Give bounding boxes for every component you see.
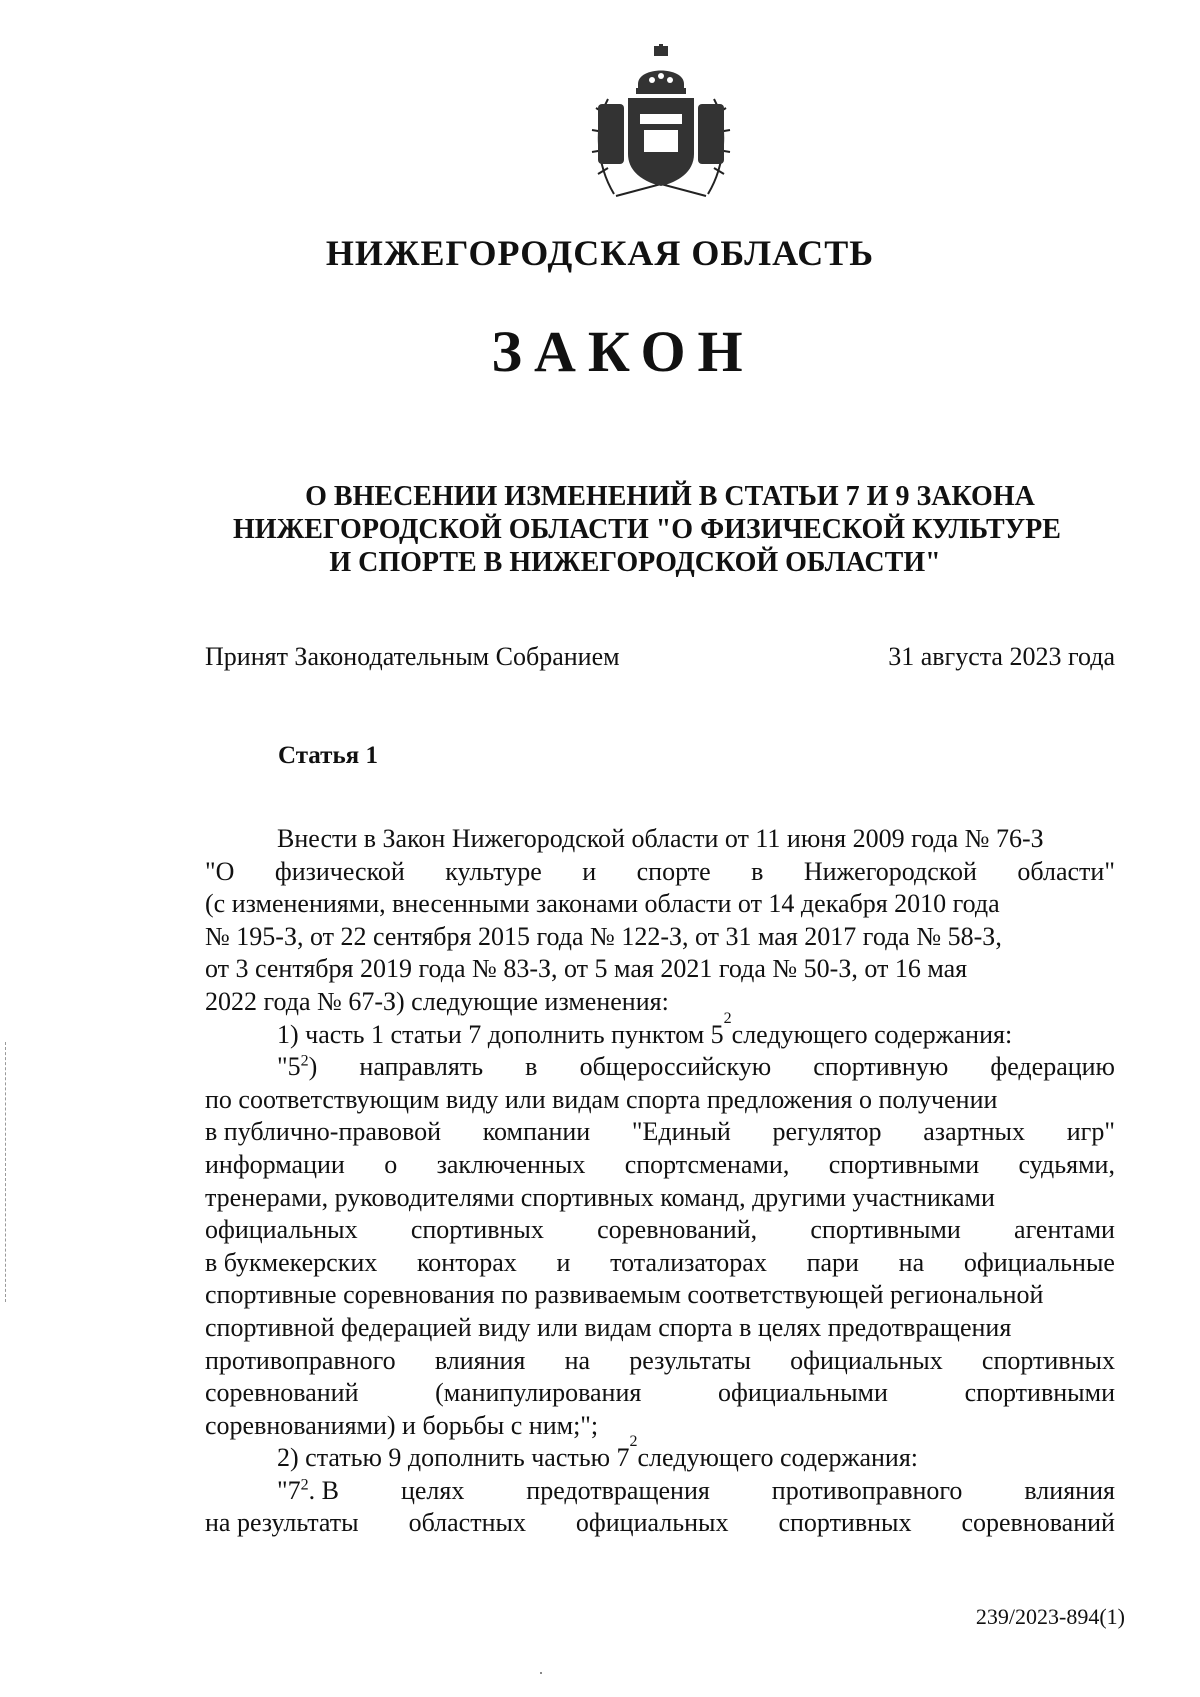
word: спортивных: [410, 1215, 544, 1245]
word: спорте: [636, 856, 711, 886]
adopted-date-text: 31 августа 2023 года: [888, 642, 1115, 671]
text-line: [205, 921, 1115, 954]
word: и: [556, 1247, 571, 1277]
word: на: [564, 1345, 591, 1375]
word: целях: [400, 1475, 465, 1505]
text-line: [205, 888, 1115, 921]
text-line: [205, 823, 1115, 856]
title-line: О ВНЕСЕНИИ ИЗМЕНЕНИЙ В СТАТЬИ 7 И 9 ЗАКОНА: [305, 481, 1035, 512]
word: спортивными: [828, 1149, 980, 1179]
word: официальных: [790, 1345, 943, 1375]
word: спортивные соревнования по развиваемым соответствующей региональной: [205, 1280, 1044, 1310]
quote-2-body: [205, 1507, 1115, 1540]
word: конторах: [416, 1247, 517, 1277]
title-line: НИЖЕГОРОДСКОЙ ОБЛАСТИ "О ФИЗИЧЕСКОЙ КУЛЬТУРЕ: [233, 514, 1061, 545]
quote-2-first-line: [205, 1475, 1115, 1508]
text-line: [205, 1149, 1115, 1182]
region-heading: [58, 232, 1200, 274]
word: федерацию: [990, 1052, 1115, 1082]
word: соревнований: [205, 1378, 359, 1408]
word: культуре: [445, 856, 542, 886]
word: спортсменами,: [624, 1149, 790, 1179]
text-line: [205, 1345, 1115, 1378]
word: заключенных: [436, 1149, 586, 1179]
word: по соответствующим виду или видам спорта предложения о получении: [205, 1084, 998, 1114]
word: направлять: [359, 1052, 484, 1082]
word: спортивных: [981, 1345, 1115, 1375]
word: в: [751, 856, 764, 886]
adopted-by-text: Принят Законодательным Собранием: [205, 642, 620, 671]
word: официальных: [575, 1508, 729, 1538]
word: информации: [205, 1149, 345, 1179]
word: противоправного: [205, 1345, 396, 1375]
text-line: [205, 1279, 1115, 1312]
scan-margin-mark: [5, 1042, 7, 1302]
word: общероссийскую: [579, 1052, 772, 1082]
word: тренерами, руководителями спортивных команд, другими участниками: [205, 1182, 995, 1212]
article-heading: Статья 1: [278, 742, 378, 769]
word: спортивных: [778, 1508, 912, 1538]
item-2-text-after: следующего содержания:: [637, 1443, 919, 1473]
word: в букмекерских: [205, 1247, 378, 1277]
document-type-text: ЗАКОН: [491, 319, 755, 384]
word: официальных: [205, 1215, 358, 1245]
text-line: [205, 986, 1115, 1019]
word: о: [384, 1149, 398, 1179]
adoption-line: [205, 642, 1115, 672]
word: судьями,: [1018, 1149, 1115, 1179]
word: в: [525, 1052, 538, 1082]
word: (манипулирования: [435, 1378, 642, 1408]
quote-1-number: "$5^2$): [277, 1052, 318, 1082]
word: и: [582, 856, 597, 886]
document-number: 239/2023-894(1): [975, 1604, 1125, 1629]
word: спортивными: [964, 1378, 1115, 1408]
word: соревнованиями) и борьбы с ним;";: [205, 1410, 599, 1440]
coat-of-arms-emblem: [586, 44, 736, 202]
word: агентами: [1014, 1215, 1115, 1245]
text-line: [205, 953, 1115, 986]
word: соревнований,: [597, 1215, 758, 1245]
word: Внести в Закон Нижегородской области от 11 июня 2009 года № 76-З: [277, 824, 1044, 853]
word: спортивными: [810, 1215, 961, 1245]
text-line: [205, 856, 1115, 889]
item-2: [205, 1433, 1115, 1475]
word: официальными: [717, 1378, 888, 1408]
text-line: [205, 1247, 1115, 1280]
text-line: [205, 1377, 1115, 1410]
text-line: [205, 1507, 1115, 1540]
text-line: [205, 1084, 1115, 1117]
title-line: И СПОРТЕ В НИЖЕГОРОДСКОЙ ОБЛАСТИ": [329, 547, 941, 578]
word: пари: [806, 1247, 859, 1277]
word: спортивной федерацией виду или видам спорта в целях предотвращения: [205, 1312, 1012, 1342]
text-line: [205, 1312, 1115, 1345]
word: области": [1017, 856, 1115, 886]
word: игр": [1066, 1117, 1115, 1147]
word: областных: [408, 1508, 526, 1538]
document-type-heading: [0, 318, 1200, 385]
word: (с изменениями, внесенными законами области от 14 декабря 2010 года: [205, 889, 1000, 919]
item-1-text: 1) часть 1 статьи 7 дополнить пунктом 5: [277, 1019, 724, 1049]
word: от 3 сентября 2019 года № 83-З, от 5 мая 2021 года № 50-З, от 16 мая: [205, 954, 968, 984]
text-line: [205, 1214, 1115, 1247]
word: влияния: [1024, 1475, 1115, 1505]
quote-2-number: "$7^2$. В: [277, 1475, 339, 1505]
region-text: НИЖЕГОРОДСКАЯ ОБЛАСТЬ: [325, 233, 875, 273]
word: в публично-правовой: [205, 1117, 442, 1147]
item-2-text: 2) статью 9 дополнить частью 7: [277, 1443, 630, 1473]
word: регулятор: [772, 1117, 882, 1147]
scan-dot: [540, 1672, 542, 1674]
word: спортивную: [813, 1052, 949, 1082]
word: физической: [274, 856, 405, 886]
quote-1-body: [205, 1084, 1115, 1443]
item-1-sup: 2: [723, 1009, 732, 1027]
article-body: [205, 823, 1115, 1540]
quote-1-first-line: [205, 1051, 1115, 1084]
law-title: [230, 480, 1110, 579]
item-2-sup: 2: [629, 1433, 638, 1451]
word: тотализаторах: [610, 1247, 767, 1277]
word: предотвращения: [526, 1475, 710, 1505]
word: результаты: [629, 1345, 751, 1375]
text-line: [205, 1410, 1115, 1443]
paragraph-intro: [205, 823, 1115, 1019]
word: Нижегородской: [803, 856, 977, 886]
word: азартных: [923, 1117, 1026, 1147]
text-line: [205, 1182, 1115, 1215]
word: официальные: [963, 1247, 1115, 1277]
word: № 195-З, от 22 сентября 2015 года № 122-З, от 31 мая 2017 года № 58-З,: [205, 921, 1002, 951]
word: "Единый: [631, 1117, 731, 1147]
word: на: [898, 1247, 925, 1277]
word: противоправного: [771, 1475, 963, 1505]
word: 2022 года № 67-З) следующие изменения:: [205, 986, 669, 1016]
text-line: [205, 1116, 1115, 1149]
item-1: [205, 1009, 1115, 1052]
word: "О: [205, 856, 235, 886]
word: влияния: [434, 1345, 526, 1375]
word: на результаты: [205, 1508, 359, 1538]
word: соревнований: [961, 1508, 1115, 1538]
word: компании: [482, 1117, 591, 1147]
item-1-text-after: следующего содержания:: [731, 1019, 1013, 1049]
